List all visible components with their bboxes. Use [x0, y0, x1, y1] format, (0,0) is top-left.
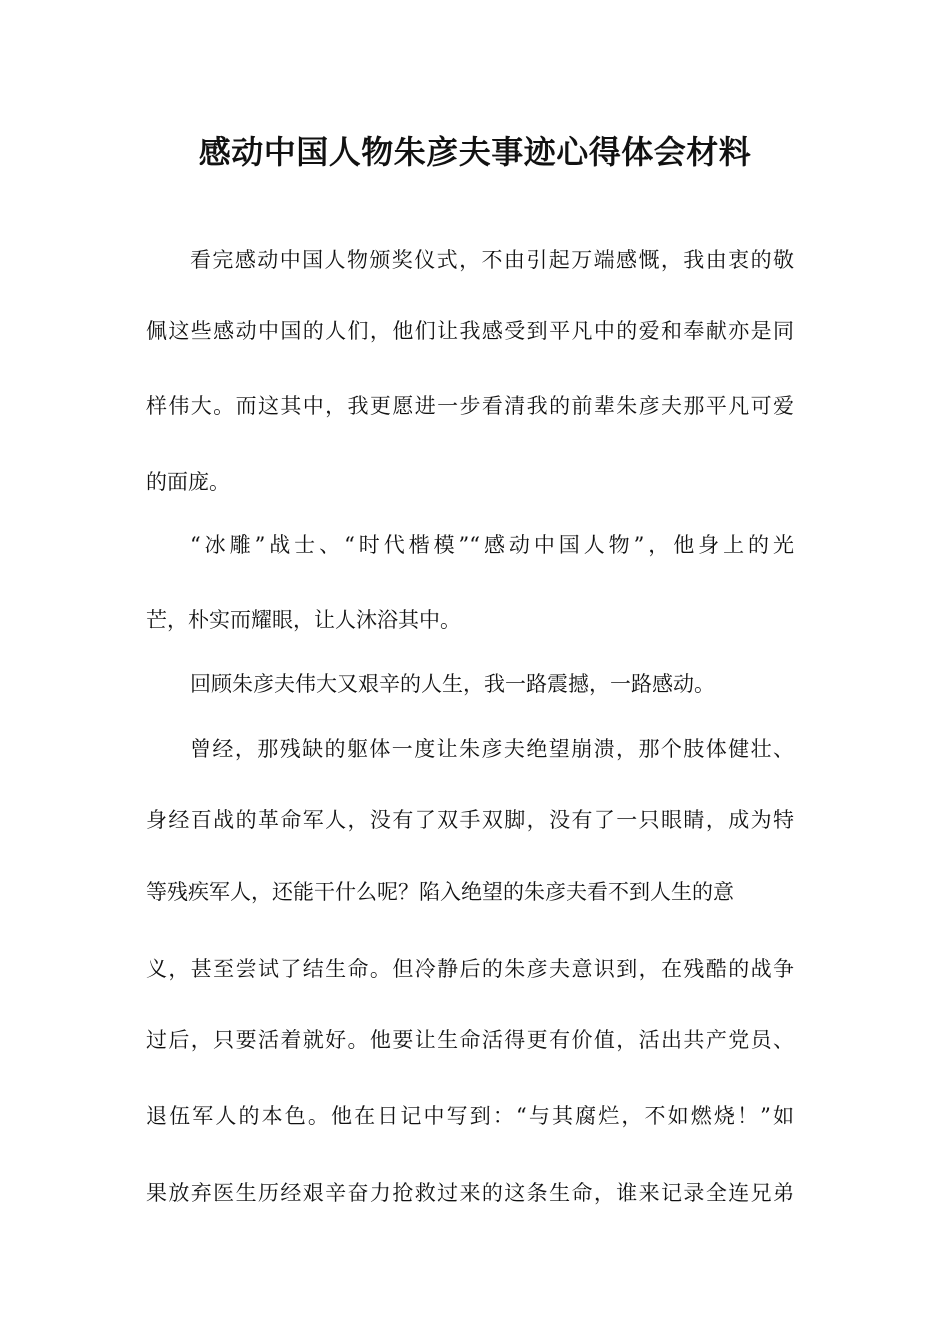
- paragraph-4-line-2: 身经百战的革命军人，没有了双手双脚，没有了一只眼睛，成为特: [146, 808, 794, 832]
- paragraph-2-line-2: 芒，朴实而耀眼，让人沐浴其中。: [146, 608, 461, 632]
- paragraph-1-line-4: 的面庞。: [146, 470, 230, 494]
- paragraph-2-line-1: “冰雕”战士、“时代楷模”“感动中国人物”，他身上的光: [190, 533, 794, 557]
- paragraph-4-line-3: 等残疾军人，还能干什么呢？陷入绝望的朱彦夫看不到人生的意: [146, 880, 734, 904]
- paragraph-4-line-6: 退伍军人的本色。他在日记中写到：“与其腐烂，不如燃烧！”如: [146, 1104, 794, 1128]
- paragraph-1-line-3: 样伟大。而这其中，我更愿进一步看清我的前辈朱彦夫那平凡可爱: [146, 394, 794, 418]
- paragraph-4-line-7: 果放弃医生历经艰辛奋力抢救过来的这条生命，谁来记录全连兄弟: [146, 1181, 794, 1205]
- paragraph-4-line-1: 曾经，那残缺的躯体一度让朱彦夫绝望崩溃，那个肢体健壮、: [190, 737, 794, 761]
- document-title: 感动中国人物朱彦夫事迹心得体会材料: [198, 133, 752, 171]
- paragraph-1-line-2: 佩这些感动中国的人们，他们让我感受到平凡中的爱和奉献亦是同: [146, 319, 794, 343]
- paragraph-4-line-5: 过后，只要活着就好。他要让生命活得更有价值，活出共产党员、: [146, 1028, 794, 1052]
- paragraph-3-line-1: 回顾朱彦夫伟大又艰辛的人生，我一路震撼，一路感动。: [190, 672, 715, 696]
- paragraph-1-line-1: 看完感动中国人物颁奖仪式，不由引起万端感慨，我由衷的敬: [190, 248, 794, 272]
- paragraph-4-line-4: 义，甚至尝试了结生命。但冷静后的朱彦夫意识到，在残酷的战争: [146, 957, 794, 981]
